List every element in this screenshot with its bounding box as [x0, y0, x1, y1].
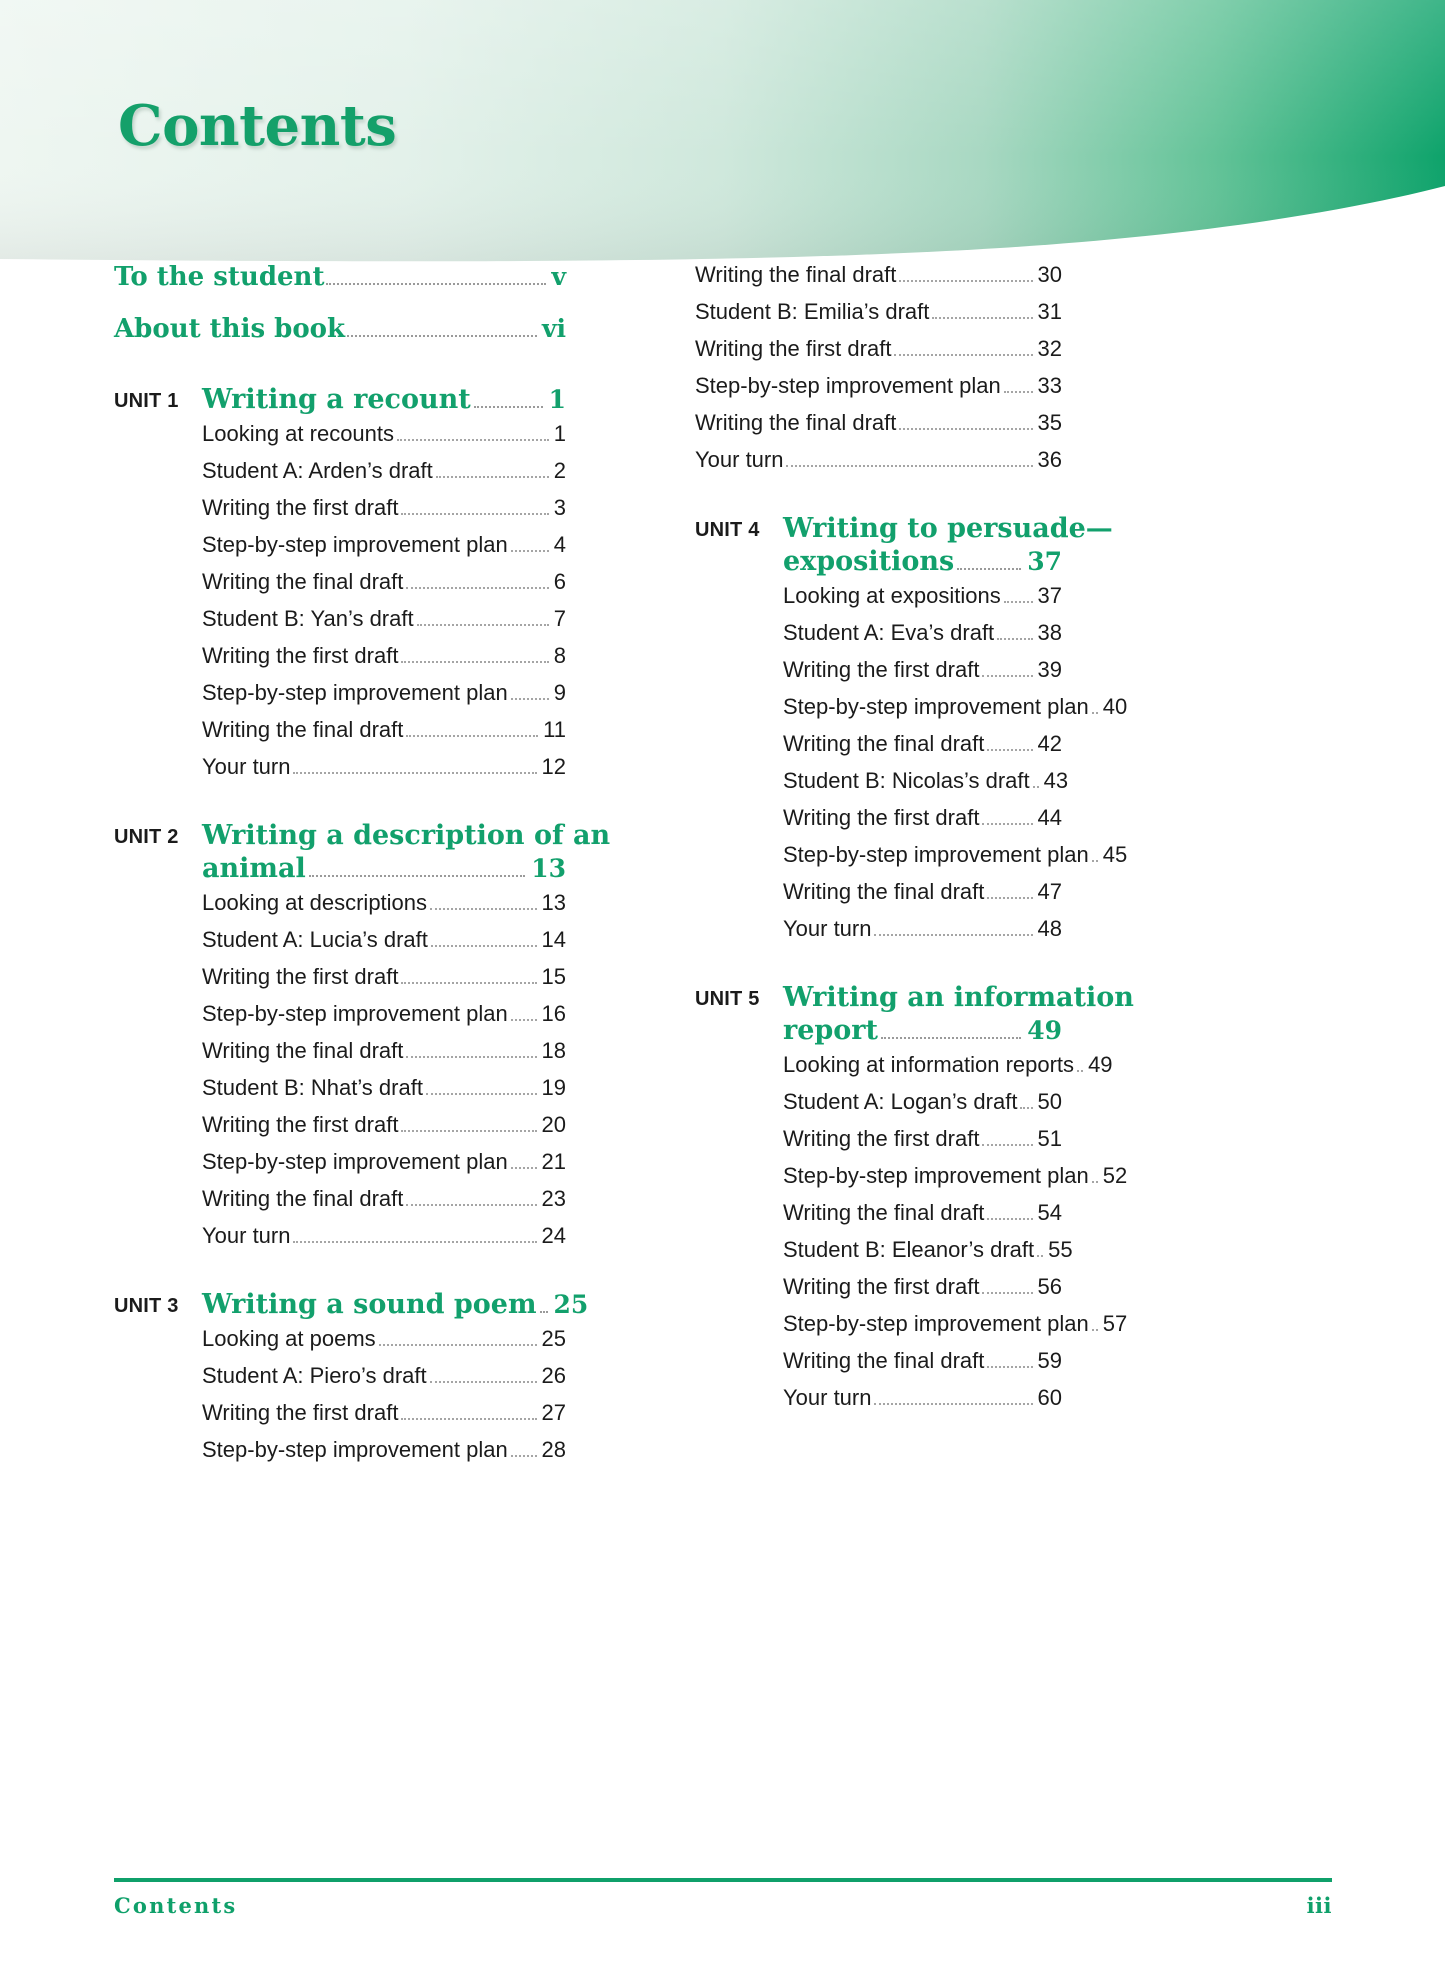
unit-title-wrapper [783, 513, 1113, 579]
unit-title-line [202, 819, 611, 853]
unit-page-number: 37 [1027, 546, 1062, 576]
dot-leader [401, 513, 548, 515]
toc-entry-page-number: 50 [1037, 1088, 1062, 1114]
toc-entry-page-number: 45 [1102, 841, 1128, 867]
toc-entry-row[interactable] [783, 1089, 1062, 1115]
toc-entry-label: Step-by-step improvement plan [695, 373, 1001, 398]
dot-leader [326, 283, 546, 285]
toc-unit-block [695, 513, 1128, 942]
toc-entry-label: Writing the first draft [202, 494, 399, 520]
toc-unit-block [114, 384, 566, 780]
right-unit-list [695, 513, 1134, 1411]
toc-entry-row[interactable] [202, 754, 566, 780]
toc-entry-label: Writing the first draft [695, 336, 892, 361]
toc-entry-row[interactable] [783, 1236, 1073, 1263]
dot-leader [987, 749, 1032, 751]
toc-entry-row[interactable] [783, 1274, 1062, 1300]
toc-entry-page-number: 54 [1037, 1199, 1062, 1225]
toc-entry-page-number: 56 [1037, 1273, 1062, 1299]
toc-entry-label: Looking at poems [202, 1325, 376, 1351]
toc-entry-row[interactable] [202, 569, 566, 595]
toc-unit-block [695, 981, 1134, 1411]
toc-entry-row[interactable] [783, 693, 1128, 720]
toc-entry-label: Writing the first draft [783, 804, 980, 830]
toc-entry-row[interactable] [202, 1186, 566, 1212]
toc-entry-page-number: 4 [553, 531, 566, 557]
toc-entry-page-number: 26 [541, 1362, 566, 1388]
toc-unit-heading[interactable] [695, 513, 1113, 579]
unit-tag-label: UNIT 4 [695, 519, 760, 541]
toc-entry-page-number: 19 [541, 1074, 566, 1100]
dot-leader [430, 1381, 537, 1383]
toc-entry-page-number: 9 [553, 679, 566, 705]
toc-entry-row[interactable] [202, 532, 566, 558]
toc-entry-page-number: 21 [541, 1148, 566, 1174]
toc-entry-page-number: 13 [541, 889, 566, 915]
toc-entry-page-number: 40 [1102, 693, 1128, 719]
toc-entry-page-number: 57 [1102, 1310, 1128, 1336]
toc-entry-row[interactable] [202, 1038, 566, 1064]
left-unit-list [114, 384, 611, 1463]
footer-rule [114, 1878, 1332, 1882]
toc-entry-row[interactable] [202, 495, 566, 521]
toc-entry-label: Writing the final draft [783, 730, 985, 756]
toc-entry-row[interactable] [783, 1051, 1113, 1078]
dot-leader [1033, 786, 1039, 788]
toc-entry-page-number: 35 [1037, 410, 1062, 435]
toc-entry-page-number: 30 [1037, 262, 1062, 287]
footer-label: Contents [114, 1893, 238, 1918]
toc-entry-label: Writing the first draft [202, 963, 399, 989]
toc-entry-row[interactable] [202, 643, 566, 669]
unit-title-wrapper [202, 819, 611, 886]
dot-leader [511, 1455, 537, 1457]
toc-entry-page-number: 8 [553, 642, 566, 668]
unit-title-text: Writing a sound poem [202, 1288, 537, 1320]
dot-leader [1004, 601, 1033, 603]
unit-page-number: 49 [1027, 1015, 1062, 1045]
toc-entry-page-number: 11 [543, 716, 566, 742]
unit-page-number: 1 [548, 385, 566, 414]
unit-entry-list [114, 1326, 566, 1463]
front-matter-list [114, 262, 566, 344]
toc-entry-row[interactable] [202, 1326, 566, 1352]
toc-entry-page-number: 39 [1037, 656, 1062, 682]
toc-entry-row[interactable] [783, 879, 1062, 905]
toc-entry-label: Writing the final draft [202, 716, 404, 742]
toc-entry-page-number: 24 [541, 1222, 566, 1248]
dot-leader [1092, 712, 1098, 714]
toc-entry-page-number: 3 [553, 494, 566, 520]
toc-entry-label: Looking at recounts [202, 420, 395, 446]
toc-entry-page-number: 28 [541, 1436, 566, 1462]
toc-entry-row[interactable] [783, 657, 1062, 683]
unit-title-text: animal [202, 852, 306, 884]
toc-entry-label: Step-by-step improvement plan [202, 531, 508, 557]
toc-entry-row[interactable] [202, 606, 566, 632]
toc-entry-row[interactable] [783, 1200, 1062, 1226]
toc-entry-label: Student A: Lucia’s draft [202, 926, 428, 952]
toc-entry-page-number: 33 [1037, 373, 1062, 398]
dot-leader [511, 550, 549, 552]
dot-leader [874, 934, 1032, 936]
toc-entry-row[interactable] [783, 767, 1069, 794]
page-footer [114, 1878, 1332, 1918]
toc-entry-label: Writing the final draft [695, 262, 897, 287]
toc-unit-heading[interactable] [695, 981, 1134, 1048]
dot-leader [997, 638, 1032, 640]
toc-entry-label: Step-by-step improvement plan [202, 1000, 508, 1026]
unit-title-text: Writing to persuade— [783, 513, 1113, 544]
toc-entry-page-number: 48 [1037, 915, 1062, 941]
dot-leader [982, 675, 1032, 677]
toc-entry-row[interactable] [695, 299, 1062, 325]
unit-tag-label: UNIT 3 [114, 1294, 179, 1317]
page-title: Contents [118, 93, 397, 159]
dot-leader [406, 587, 548, 589]
header-banner [0, 0, 1445, 275]
toc-entry-page-number: 44 [1037, 804, 1062, 830]
unit-page-number: 13 [531, 853, 566, 883]
toc-entry-page-number: 55 [1048, 1236, 1073, 1262]
toc-entry-row[interactable] [783, 583, 1062, 609]
toc-right-column [695, 262, 1134, 1422]
toc-entry-row[interactable] [202, 717, 566, 743]
unit-title-line [783, 513, 1113, 546]
dot-leader [293, 1241, 536, 1243]
dot-leader [309, 875, 526, 877]
unit-title-line [202, 1288, 589, 1322]
toc-entry-label: Writing the final draft [202, 1037, 404, 1063]
toc-entry-label: Your turn [783, 1384, 872, 1410]
dot-leader [982, 1292, 1032, 1294]
unit-title-text: Writing an information [783, 981, 1134, 1013]
toc-entry-page-number: 59 [1037, 1347, 1062, 1373]
dot-leader [1092, 1329, 1098, 1331]
toc-entry-row[interactable] [695, 410, 1062, 436]
unit-title-text: Writing a recount [202, 384, 471, 415]
dot-leader [406, 1204, 536, 1206]
unit-title-line [783, 546, 1062, 579]
toc-entry-row[interactable] [783, 1348, 1062, 1374]
unit-page-number: 25 [553, 1289, 589, 1319]
continued-entry-list [695, 262, 1062, 473]
toc-entry-row[interactable] [202, 680, 566, 706]
toc-entry-label: Writing the final draft [202, 568, 404, 594]
toc-entry-label: Writing the final draft [202, 1185, 404, 1211]
toc-entry-row[interactable] [202, 421, 566, 447]
toc-entry-label: Student B: Nicolas’s draft [783, 767, 1030, 793]
toc-entry-row[interactable] [695, 262, 1062, 288]
toc-entry-row[interactable] [783, 1385, 1062, 1411]
toc-entry-label: Writing the first draft [202, 1111, 399, 1137]
toc-entry-page-number: 51 [1037, 1125, 1062, 1151]
dot-leader [401, 1418, 536, 1420]
unit-tag-label: UNIT 5 [695, 987, 760, 1010]
dot-leader [430, 908, 536, 910]
dot-leader [417, 624, 549, 626]
toc-entry-row[interactable] [783, 731, 1062, 757]
toc-entry-page-number: 1 [553, 420, 566, 446]
toc-entry-label: Step-by-step improvement plan [783, 1310, 1089, 1336]
front-matter-label: To the student [114, 262, 325, 292]
toc-unit-heading[interactable] [114, 819, 611, 886]
toc-entry-label: Student A: Piero’s draft [202, 1362, 427, 1388]
toc-unit-heading[interactable] [114, 1288, 589, 1322]
dot-leader [511, 1019, 537, 1021]
toc-entry-label: Your turn [695, 447, 784, 472]
dot-leader [436, 476, 549, 478]
toc-entry-page-number: 27 [541, 1399, 566, 1425]
toc-entry-label: Step-by-step improvement plan [783, 1162, 1089, 1188]
unit-title-line [783, 1015, 1062, 1048]
toc-entry-page-number: 52 [1102, 1162, 1128, 1188]
toc-entry-row[interactable] [202, 927, 566, 953]
toc-left-column [114, 262, 611, 1474]
toc-entry-page-number: 31 [1037, 299, 1062, 324]
toc-entry-label: Step-by-step improvement plan [202, 1148, 508, 1174]
toc-entry-label: Student A: Arden’s draft [202, 457, 433, 483]
dot-leader [932, 317, 1032, 319]
unit-entry-list [695, 582, 1128, 942]
toc-entry-row[interactable] [783, 805, 1062, 831]
dot-leader [401, 982, 536, 984]
unit-title-wrapper [202, 384, 566, 417]
toc-entry-label: Step-by-step improvement plan [202, 1436, 508, 1462]
toc-entry-label: Looking at information reports [783, 1051, 1075, 1077]
dot-leader [426, 1093, 537, 1095]
front-matter-label: About this book [114, 314, 346, 344]
toc-entry-label: Step-by-step improvement plan [783, 693, 1089, 719]
toc-entry-page-number: 20 [541, 1111, 566, 1137]
toc-entry-label: Step-by-step improvement plan [783, 841, 1089, 867]
toc-entry-label: Student A: Logan’s draft [783, 1088, 1018, 1114]
toc-entry-page-number: 16 [541, 1000, 566, 1026]
toc-entry-page-number: 12 [541, 753, 566, 779]
unit-tag-label: UNIT 1 [114, 390, 179, 412]
toc-entry-label: Student B: Yan’s draft [202, 605, 414, 631]
toc-entry-page-number: 25 [541, 1325, 566, 1351]
toc-entry-label: Your turn [783, 915, 872, 941]
toc-entry-page-number: 15 [541, 963, 566, 989]
dot-leader [982, 1144, 1032, 1146]
dot-leader [293, 772, 536, 774]
dot-leader [406, 735, 538, 737]
toc-entry-label: Your turn [202, 1222, 291, 1248]
front-matter-page-number: vi [541, 314, 566, 343]
toc-entry-row[interactable] [202, 458, 566, 484]
toc-entry-label: Writing the first draft [202, 1399, 399, 1425]
unit-entry-list [114, 890, 566, 1249]
toc-entry-page-number: 36 [1037, 447, 1062, 472]
dot-leader [401, 661, 548, 663]
toc-entry-row[interactable] [783, 916, 1062, 942]
dot-leader [347, 335, 537, 337]
unit-title-wrapper [202, 1288, 589, 1322]
toc-entry-label: Writing the first draft [783, 1273, 980, 1299]
dot-leader [1004, 391, 1033, 393]
toc-entry-row[interactable] [202, 1149, 566, 1175]
toc-entry-row[interactable] [202, 1363, 566, 1389]
unit-title-line [202, 853, 566, 886]
toc-entry-row[interactable] [695, 336, 1062, 362]
toc-entry-row[interactable] [202, 890, 566, 916]
toc-entry-row[interactable] [783, 620, 1062, 646]
dot-leader [987, 1218, 1032, 1220]
dot-leader [1092, 1181, 1098, 1183]
toc-entry-page-number: 2 [553, 457, 566, 483]
toc-entry-row[interactable] [202, 1400, 566, 1426]
toc-entry-row[interactable] [783, 841, 1128, 868]
toc-entry-page-number: 14 [541, 926, 566, 952]
toc-entry-label: Writing the final draft [783, 1199, 985, 1225]
toc-entry-label: Writing the final draft [695, 410, 897, 435]
front-matter-page-number: v [551, 262, 566, 291]
footer-page-number: iii [1306, 1893, 1332, 1918]
toc-entry-label: Student B: Eleanor’s draft [783, 1236, 1035, 1262]
dot-leader [1092, 860, 1098, 862]
dot-leader [511, 1167, 537, 1169]
toc-entry-label: Student B: Emilia’s draft [695, 299, 930, 324]
toc-entry-label: Writing the first draft [783, 1125, 980, 1151]
toc-entry-row[interactable] [695, 373, 1062, 399]
toc-entry-page-number: 37 [1037, 582, 1062, 608]
dot-leader [894, 354, 1032, 356]
unit-entry-list [114, 421, 566, 780]
front-matter-row[interactable] [114, 262, 566, 292]
unit-title-line [783, 981, 1134, 1015]
dot-leader [982, 823, 1032, 825]
toc-entry-label: Your turn [202, 753, 291, 779]
dot-leader [957, 568, 1021, 570]
dot-leader [379, 1344, 537, 1346]
toc-entry-row[interactable] [202, 1075, 566, 1101]
toc-unit-block [114, 1288, 589, 1463]
dot-leader [1037, 1255, 1043, 1257]
unit-tag-label: UNIT 2 [114, 825, 179, 848]
toc-unit-block [114, 819, 611, 1249]
toc-entry-row[interactable] [202, 1437, 566, 1463]
dot-leader [874, 1403, 1032, 1405]
dot-leader [1020, 1107, 1032, 1109]
dot-leader [899, 280, 1032, 282]
dot-leader [987, 1366, 1032, 1368]
dot-leader [987, 897, 1032, 899]
toc-entry-row[interactable] [202, 1223, 566, 1249]
toc-entry-page-number: 43 [1043, 767, 1069, 793]
toc-entry-label: Student A: Eva’s draft [783, 619, 995, 645]
toc-entry-row[interactable] [695, 447, 1062, 473]
dot-leader [431, 945, 537, 947]
toc-entry-row[interactable] [783, 1126, 1062, 1152]
toc-entry-page-number: 47 [1037, 878, 1062, 904]
unit-title-text: expositions [783, 545, 955, 577]
toc-entry-page-number: 60 [1037, 1384, 1062, 1410]
toc-entry-page-number: 6 [553, 568, 566, 594]
toc-entry-page-number: 49 [1088, 1051, 1113, 1077]
footer-row [114, 1893, 1332, 1918]
toc-entry-page-number: 7 [553, 605, 566, 631]
unit-title-line [202, 384, 566, 417]
toc-entry-row[interactable] [202, 1112, 566, 1138]
dot-leader [881, 1037, 1021, 1039]
front-matter-row[interactable] [114, 314, 566, 344]
toc-entry-page-number: 38 [1037, 619, 1062, 645]
toc-entry-row[interactable] [202, 1001, 566, 1027]
unit-title-wrapper [783, 981, 1134, 1048]
toc-entry-page-number: 42 [1037, 730, 1062, 756]
toc-entry-row[interactable] [202, 964, 566, 990]
toc-entry-row[interactable] [783, 1162, 1128, 1189]
dot-leader [406, 1056, 536, 1058]
toc-entry-label: Looking at descriptions [202, 889, 428, 915]
dot-leader [540, 1311, 548, 1313]
toc-entry-row[interactable] [783, 1310, 1128, 1337]
unit-title-text: Writing a description of an [202, 819, 611, 851]
toc-entry-label: Writing the final draft [783, 1347, 985, 1373]
dot-leader [1077, 1070, 1083, 1072]
unit-entry-list [695, 1051, 1128, 1411]
dot-leader [474, 406, 543, 408]
toc-entry-label: Writing the first draft [783, 656, 980, 682]
toc-entry-label: Step-by-step improvement plan [202, 679, 508, 705]
toc-entry-label: Looking at expositions [783, 582, 1001, 608]
dot-leader [401, 1130, 536, 1132]
toc-entry-page-number: 23 [541, 1185, 566, 1211]
toc-entry-label: Writing the final draft [783, 878, 985, 904]
dot-leader [899, 428, 1032, 430]
toc-entry-label: Writing the first draft [202, 642, 399, 668]
unit-title-text: report [783, 1014, 878, 1046]
toc-unit-heading[interactable] [114, 384, 566, 417]
dot-leader [786, 465, 1032, 467]
dot-leader [511, 698, 549, 700]
dot-leader [397, 439, 549, 441]
toc-entry-page-number: 32 [1037, 336, 1062, 361]
toc-entry-page-number: 18 [541, 1037, 566, 1063]
toc-entry-label: Student B: Nhat’s draft [202, 1074, 423, 1100]
